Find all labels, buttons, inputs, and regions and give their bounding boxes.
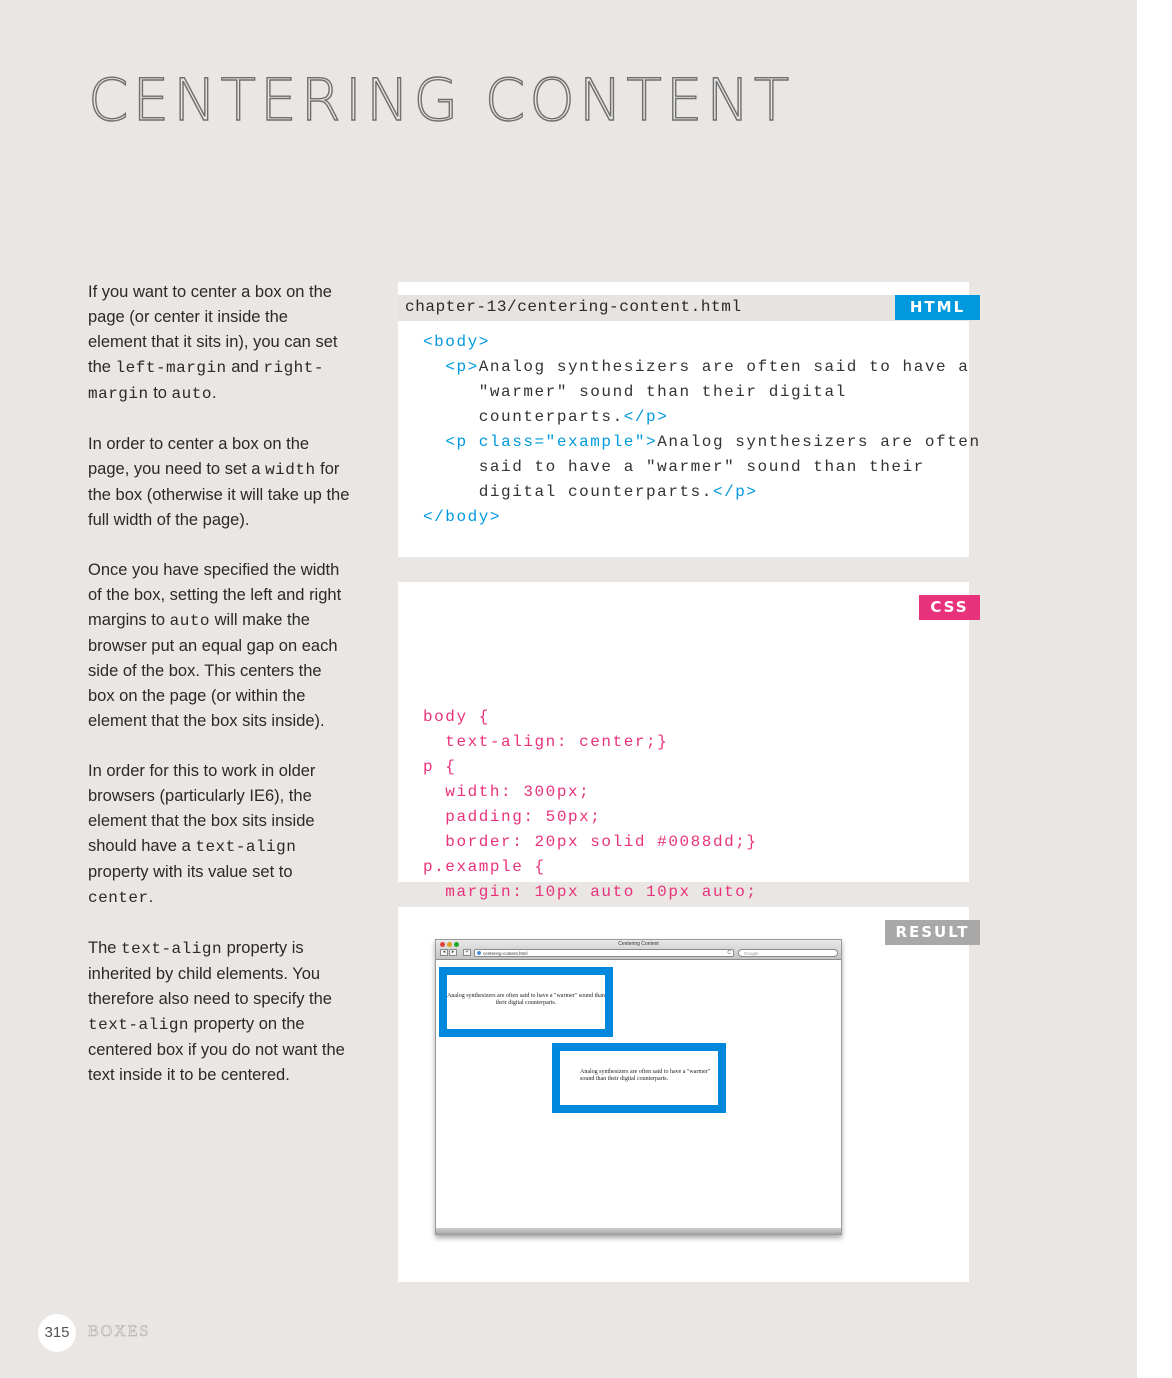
- back-button[interactable]: ◂: [440, 949, 448, 956]
- code-line: border: 20px solid #0088dd;}: [423, 833, 758, 851]
- html-code: [423, 330, 981, 530]
- browser-window-title: Centering Content: [618, 941, 659, 947]
- css-code-panel: [398, 582, 969, 901]
- code-line: padding: 50px;: [423, 808, 602, 826]
- html-tag: HTML: [895, 295, 980, 320]
- html-tag-token: </p>: [712, 483, 758, 501]
- address-text: centering-content.html: [483, 951, 528, 956]
- page-number: 315: [38, 1314, 76, 1352]
- file-name: chapter-13/centering-content.html: [405, 298, 742, 316]
- browser-window: [435, 939, 842, 1235]
- body-paragraph: In order for this to work in older browsers (particularly IE6), the element that the box sits inside should have a text-align property with its value set to center.: [88, 762, 316, 907]
- code-line: [423, 630, 758, 655]
- body-paragraph: The text-align property is inherited by child elements. You therefore also need to specify the text-align property on the centered box if you do not want the text inside it to be centered.: [88, 939, 345, 1084]
- code-line: p {: [423, 758, 457, 776]
- code-line: [423, 655, 758, 680]
- section-label: BOXES: [88, 1323, 151, 1340]
- file-name-bar: [398, 295, 980, 321]
- code-line: width: 300px;: [423, 783, 591, 801]
- code-line: body {: [423, 708, 490, 726]
- forward-button[interactable]: ▸: [449, 949, 457, 956]
- html-tag-token: <body>: [423, 333, 490, 351]
- code-line: "warmer" sound than their digital: [423, 383, 847, 401]
- box-text: Analog synthesizers are often said to have a "warmer" sound than their digital counterparts.: [580, 1069, 711, 1082]
- html-code-panel: [398, 282, 981, 557]
- code-line: [423, 505, 981, 530]
- search-input[interactable]: [738, 949, 838, 957]
- inline-code: width: [265, 461, 316, 479]
- code-line: p.example {: [423, 858, 546, 876]
- html-tag-token: </p>: [623, 408, 669, 426]
- code-line: <p class="example">Analog synthesizers are often: [445, 433, 981, 451]
- inline-code: right-margin: [88, 359, 324, 403]
- html-tag-token: <p class="example">: [445, 433, 658, 451]
- inline-code: text-align: [195, 838, 297, 856]
- css-code: [423, 630, 758, 930]
- body-paragraph: In order to center a box on the page, you need to set a width for the box (otherwise it will take up the full width of the page).: [88, 435, 350, 529]
- body-paragraph: Once you have specified the width of the box, setting the left and right margins to auto will make the browser put an equal gap on each side of the box. This centers the box on the page (or within the element that the box sits inside).: [88, 561, 342, 730]
- html-tag-token: <p>: [445, 358, 479, 376]
- browser-bottom-bar: [436, 1228, 841, 1234]
- code-line: [423, 680, 758, 705]
- code-line: [423, 330, 981, 355]
- inline-code: left-margin: [115, 359, 227, 377]
- body-text: [88, 280, 350, 1113]
- example-centered-box: [552, 1043, 726, 1113]
- code-line: <p>Analog synthesizers are often said to have a: [445, 358, 970, 376]
- html-tag-token: </body>: [423, 508, 502, 526]
- centered-text-box: [439, 967, 613, 1037]
- search-placeholder: Google: [744, 951, 759, 956]
- add-bookmark-button[interactable]: +: [463, 949, 471, 956]
- inline-code: text-align: [88, 1016, 190, 1034]
- page-title: CENTERING CONTENT: [88, 66, 794, 134]
- reload-icon[interactable]: C: [727, 950, 731, 956]
- code-line: text-align: center;}: [423, 733, 669, 751]
- code-line: counterparts.</p>: [423, 408, 669, 426]
- result-tag: RESULT: [885, 920, 980, 945]
- inline-code: center: [88, 889, 149, 907]
- inline-code: text-align: [121, 940, 223, 958]
- browser-titlebar: [436, 940, 841, 960]
- inline-code: auto: [171, 385, 212, 403]
- address-bar[interactable]: [474, 949, 734, 957]
- code-line: said to have a "warmer" sound than their: [423, 458, 925, 476]
- inline-code: auto: [169, 612, 211, 630]
- code-line: margin: 10px auto 10px auto;: [423, 883, 758, 901]
- box-text: Analog synthesizers are often said to have a "warmer" sound than their digital counterparts.: [447, 993, 605, 1006]
- code-line: digital counterparts.</p>: [423, 483, 758, 501]
- body-paragraph: If you want to center a box on the page (or center it inside the element that it sits in), you can set the left-margin and right-margin to auto.: [88, 283, 338, 403]
- css-tag: CSS: [919, 595, 980, 620]
- result-panel: [398, 907, 969, 1282]
- globe-icon: [477, 951, 481, 955]
